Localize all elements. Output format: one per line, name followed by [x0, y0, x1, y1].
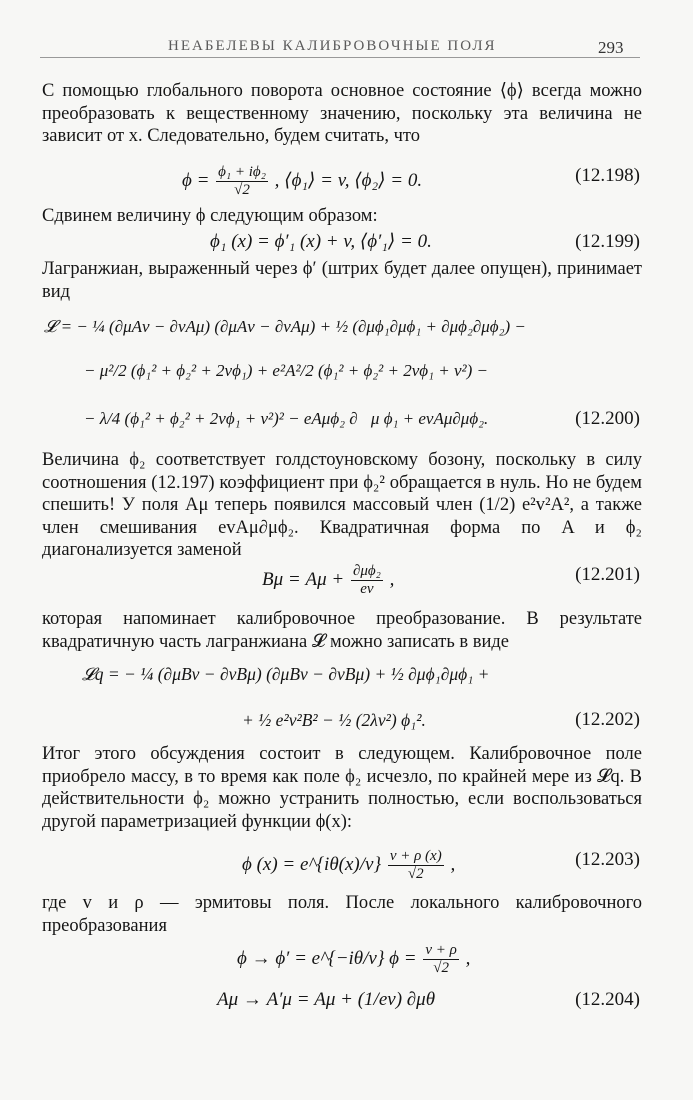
paragraph-5: которая напоминает калибровочное преобразование. В результате квадратичную часть лагранжиана 𝓛 можно записать в виде	[42, 609, 642, 652]
eq204-label: (12.204)	[575, 989, 640, 1010]
paragraph-7: где v и ρ — эрмитовы поля. После локального калибровочного преобразования	[42, 893, 642, 936]
eq201-numerator: ∂μϕ₂	[352, 563, 381, 579]
eq204-fraction	[423, 942, 458, 977]
eq201-label: (12.201)	[575, 564, 640, 585]
eq204-denominator: √2	[433, 960, 449, 976]
paragraph-4: Величина ϕ₂ соответствует голдстоуновскому бозону, поскольку в силу соотношения (12.197) коэффициент при ϕ₂² обращается в нуль. Но не будем спешить! У поля Aμ теперь появился массовый член (1/2) e²v²A², а также член смешивания evAμ∂μϕ₂. Квадратичная форма по A и ϕ₂ диагонализуется заменой	[42, 450, 642, 560]
eq201-denominator: ev	[360, 581, 374, 597]
eq200-label: (12.200)	[575, 408, 640, 429]
eq198-denominator: √2	[234, 182, 250, 198]
eq203-rest: ,	[450, 853, 456, 875]
header-rule	[40, 57, 640, 58]
equation-12-202	[42, 662, 642, 742]
paragraph-3: Лагранжиан, выраженный через ϕ′ (штрих будет далее опущен), принимает вид	[42, 259, 642, 302]
equation-12-199	[42, 230, 642, 256]
paragraph-1: С помощью глобального поворота основное состояние ⟨ϕ⟩ всегда можно преобразовать к вещественному значению, поскольку эта величина не зависит от x. Следовательно, будем считать, что	[42, 81, 642, 146]
eq200-line-2: − μ²/2 (ϕ₁² + ϕ₂² + 2vϕ₁) + e²A²/2 (ϕ₁² + ϕ₂² + 2vϕ₁ + v²) −	[84, 361, 488, 380]
page-number: 293	[598, 38, 624, 57]
equation-12-198	[42, 158, 642, 198]
eq204-numerator: v + ρ	[425, 942, 457, 958]
equation-12-203	[42, 842, 642, 884]
eq204-line-1-lhs: ϕ → ϕ′ = e^{−iθ/v} ϕ =	[237, 947, 417, 969]
eq201-fraction	[351, 563, 383, 598]
eq199-label: (12.199)	[575, 231, 640, 252]
eq198-rest: , ⟨ϕ₁⟩ = v, ⟨ϕ₂⟩ = 0.	[274, 169, 423, 191]
eq200-line-1: 𝓛 = − ¼ (∂μAν − ∂νAμ) (∂μAν − ∂νAμ) + ½ (∂μϕ₁∂μϕ₁ + ∂μϕ₂∂μϕ₂) −	[44, 317, 526, 336]
eq200-line-3: − λ/4 (ϕ₁² + ϕ₂² + 2vϕ₁ + v²)² − eAμϕ₂ ∂⃡μ ϕ₁ + evAμ∂μϕ₂.	[84, 409, 489, 428]
eq203-denominator: √2	[407, 866, 424, 882]
equation-12-201	[42, 557, 642, 597]
eq202-line-2: + ½ e²v²B² − ½ (2λv²) ϕ₁².	[242, 710, 426, 730]
running-head: НЕАБЕЛЕВЫ КАЛИБРОВОЧНЫЕ ПОЛЯ	[168, 38, 497, 54]
eq202-label: (12.202)	[575, 709, 640, 730]
eq198-label: (12.198)	[575, 165, 640, 186]
eq203-label: (12.203)	[575, 849, 640, 870]
equation-12-204	[42, 938, 642, 1018]
eq198-lhs: ϕ =	[182, 169, 210, 191]
eq198-numerator: ϕ₁ + iϕ₂	[218, 164, 266, 180]
eq203-numerator: v + ρ (x)	[389, 848, 442, 864]
eq201-rest: ,	[389, 568, 395, 590]
eq201-lhs: Bμ = Aμ +	[262, 568, 345, 590]
paragraph-6: Итог этого обсуждения состоит в следующем. Калибровочное поле приобрело массу, в то время как поле ϕ₂ исчезло, по крайней мере из 𝓛q. В действительности ϕ₂ можно устранить полностью, если воспользоваться другой параметризацией функции ϕ(x):	[42, 744, 642, 832]
equation-12-200	[42, 315, 642, 435]
eq202-line-1: 𝓛q = − ¼ (∂μBν − ∂νBμ) (∂μBν − ∂νBμ) + ½ ∂μϕ₁∂μϕ₁ +	[82, 664, 490, 684]
eq204-line-2: Aμ → A′μ = Aμ + (1/ev) ∂μθ	[217, 989, 436, 1010]
eq199-body: ϕ₁ (x) = ϕ′₁ (x) + v, ⟨ϕ′₁⟩ = 0.	[210, 231, 432, 252]
eq204-line-1-rest: ,	[465, 947, 471, 969]
eq203-lhs: ϕ (x) = e^{iθ(x)/v}	[242, 853, 382, 875]
eq198-fraction	[216, 164, 268, 199]
paragraph-2: Сдвинем величину ϕ следующим образом:	[42, 206, 378, 226]
eq203-fraction	[388, 848, 444, 883]
